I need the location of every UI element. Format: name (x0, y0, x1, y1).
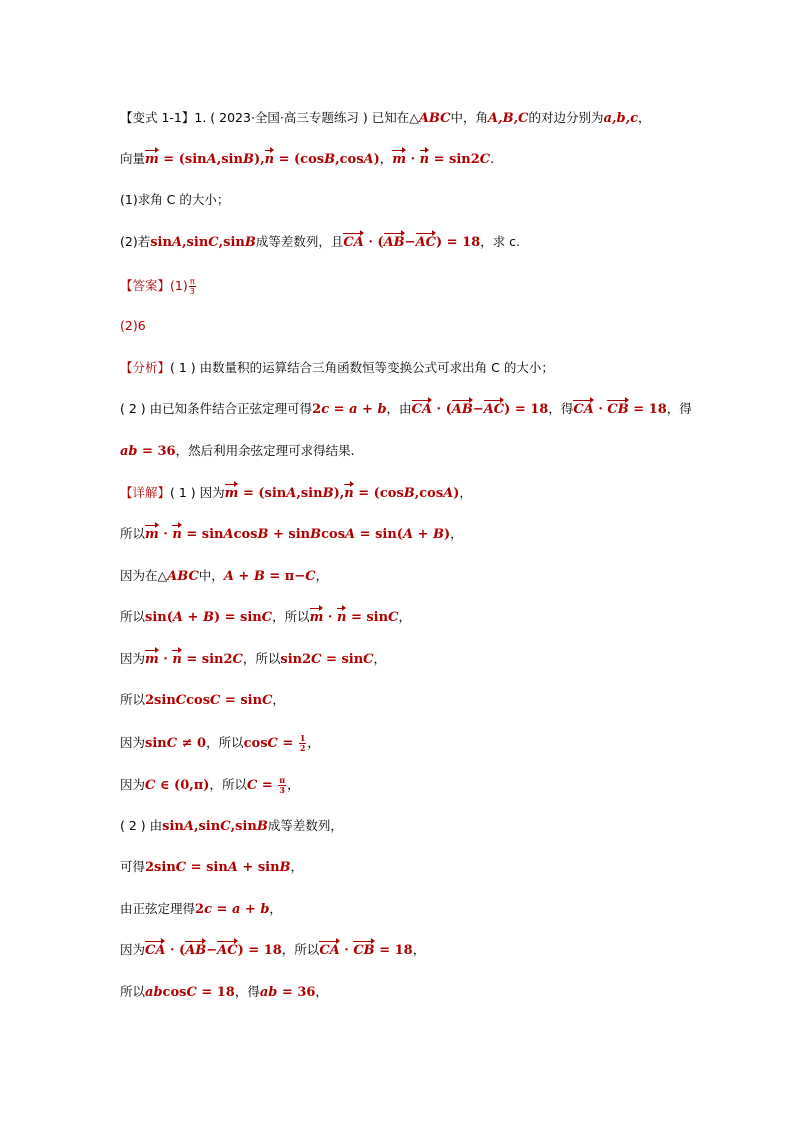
detail-line-6: 所以2sinCcosC = sinC， (120, 692, 285, 708)
detail-line-8: 因为C ∈ (0,π)，所以C = $\frac{\pi}{3}$ ， (120, 775, 300, 795)
analysis-line-3 (120, 443, 720, 460)
analysis-text-2b: ，由 (386, 401, 412, 416)
eq-a-plus-b: A + B = π−C (223, 569, 316, 584)
problem-line-2: 向量m = (sinA,sinB),n = (cosB,cosA)，m · n = sin2C. (120, 151, 495, 167)
q2-prefix: (2)若 (120, 234, 151, 249)
detail-line-4: 所以sin(A + B) = sinC，所以m · n = sinC， (120, 609, 411, 625)
answer-part2: (2)6 (120, 318, 146, 333)
eq-sin-ab: sin(A + B) = sinC (145, 610, 273, 625)
detail-line-1: 【详解】( 1 ) 因为m = (sinA,sinB),n = (cosB,cosA)， (120, 485, 472, 501)
analysis-label: 【分析】 (120, 360, 171, 375)
eq-c-pi3: C = $\frac{\pi}{3}$ (246, 775, 286, 795)
detail-text-12a: 因为 (120, 942, 146, 957)
detail-text-12b: ，所以 (281, 942, 320, 957)
detail-sin-terms: sinA,sinC,sinB (162, 819, 268, 834)
eq-vec-cacb: CA · CB = 18 (319, 943, 413, 958)
detail-vectors: m = (sinA,sinB),n = (cosB,cosA) (224, 486, 460, 501)
analysis-line-1 (120, 360, 720, 376)
eq-2c: 2c = a + b (312, 402, 387, 417)
detail-label: 【详解】 (120, 485, 171, 500)
detail-text-9b: 成等差数列， (267, 818, 343, 833)
problem-line-1 (120, 110, 720, 127)
detail-line-13: 所以abcosC = 18，得ab = 36， (120, 984, 328, 1000)
detail-text-7b: ，所以 (206, 735, 244, 750)
detail-text-3b: 中， (198, 568, 224, 583)
eq-mn-sinc: m · n = sinC (309, 610, 399, 625)
problem-intro: 中，角 (450, 110, 489, 125)
answer-line-1 (120, 277, 720, 296)
detail-text-11: 由正弦定理得 (120, 901, 196, 916)
detail-text-3a: 因为在△ (120, 568, 168, 583)
problem-opp: 的对边分别为 (528, 110, 604, 125)
eq-ab-36: ab = 36 (259, 985, 316, 1000)
eq-mn-sin2c: m · n = sin2C (145, 652, 243, 667)
analysis-text-2c: ，得 (548, 401, 574, 416)
detail-text-13a: 所以 (120, 984, 146, 999)
pi-over-3: $\frac{\pi}{3}$ (189, 277, 195, 296)
detail-text-5b: ，所以 (242, 651, 281, 666)
detail-line-3: 因为在△ABC中，A + B = π−C， (120, 568, 329, 584)
detail-text-9a: ( 2 ) 由 (120, 818, 163, 833)
detail-line-2: 所以m · n = sinAcosB + sinBcosA = sin(A + B)， (120, 526, 463, 542)
line2-prefix: 向量 (120, 151, 146, 166)
angles-label: A,B,C (488, 111, 529, 126)
eq-2c-sum: 2c = a + b (195, 902, 270, 917)
eq-mn-expand: m · n = sinAcosB + sinBcosA = sin(A + B) (145, 527, 451, 542)
answer-part1: (1) (170, 278, 188, 293)
eq-sinc-nonzero: sinC ≠ 0 (145, 736, 207, 751)
eq-c-range: C ∈ (0,π) (145, 778, 210, 793)
detail-line-12: 因为CA · (AB−AC) = 18，所以CA · CB = 18， (120, 942, 426, 958)
triangle-abc: ABC (167, 569, 199, 584)
dot-product-condition: m · n = sin2C (392, 152, 491, 167)
analysis-text-2d: ，得 (666, 401, 692, 416)
detail-text-4a: 所以 (120, 609, 146, 624)
analysis-line-2 (120, 401, 720, 418)
eq-2sinccosc: 2sinCcosC = sinC (145, 693, 273, 708)
detail-text-8a: 因为 (120, 777, 146, 792)
vector-condition: CA · (AB−AC) = 18 (343, 235, 481, 250)
detail-text-4b: ，所以 (272, 609, 310, 624)
detail-text-6: 所以 (120, 692, 146, 707)
detail-text-2: 所以 (120, 526, 146, 541)
analysis-text-1: ( 1 ) 由数量积的运算结合三角函数恒等变换公式可求出角 C 的大小； (170, 360, 554, 375)
sides-label: a,b,c (603, 111, 639, 126)
problem-comma: ， (638, 110, 651, 125)
sin-terms: sinA,sinC,sinB (150, 235, 256, 250)
q2-suffix: ，求 c. (480, 234, 521, 249)
detail-text-10: 可得 (120, 859, 146, 874)
eq-vec-18: CA · (AB−AC) = 18 (145, 943, 282, 958)
detail-line-7: 因为sinC ≠ 0，所以cosC = $\frac{1}{2}$ ， (120, 733, 320, 753)
detail-line-11: 由正弦定理得2c = a + b， (120, 901, 282, 917)
vector-definitions: m = (sinA,sinB),n = (cosB,cosA) (145, 152, 380, 167)
detail-line-5: 因为m · n = sin2C，所以sin2C = sinC， (120, 651, 387, 667)
eq-2sinc-sum: 2sinC = sinA + sinB (145, 860, 291, 875)
question-2 (120, 234, 720, 251)
answer-label: 【答案】 (120, 278, 171, 293)
eq-cosc-half: cosC = $\frac{1}{2}$ (243, 733, 306, 753)
problem-header: 【变式 1-1】1. ( 2023·全国·高三专题练习 ) 已知在△ (120, 110, 419, 125)
detail-text-13b: ，得 (234, 984, 260, 999)
eq-ab36: ab = 36 (120, 444, 176, 459)
eq-vector-18: CA · (AB−AC) = 18 (411, 402, 549, 417)
detail-text-8b: ，所以 (209, 777, 247, 792)
triangle-label: ABC (418, 111, 451, 126)
eq-sin2c-sinc: sin2C = sinC (280, 652, 374, 667)
eq-abcosc: abcosC = 18 (145, 985, 235, 1000)
analysis-text-2a: ( 2 ) 由已知条件结合正弦定理可得 (120, 401, 313, 416)
analysis-text-3: ，然后利用余弦定理可求得结果. (175, 443, 355, 458)
q2-mid: 成等差数列，且 (255, 234, 344, 249)
detail-text-7a: 因为 (120, 735, 146, 750)
detail-text-5a: 因为 (120, 651, 146, 666)
detail-line-10: 可得2sinC = sinA + sinB， (120, 859, 304, 875)
detail-line-9 (120, 818, 720, 835)
question-1: (1)求角 C 的大小； (120, 192, 230, 207)
detail-text-1: ( 1 ) 因为 (170, 485, 225, 500)
eq-ca-cb: CA · CB = 18 (573, 402, 667, 417)
